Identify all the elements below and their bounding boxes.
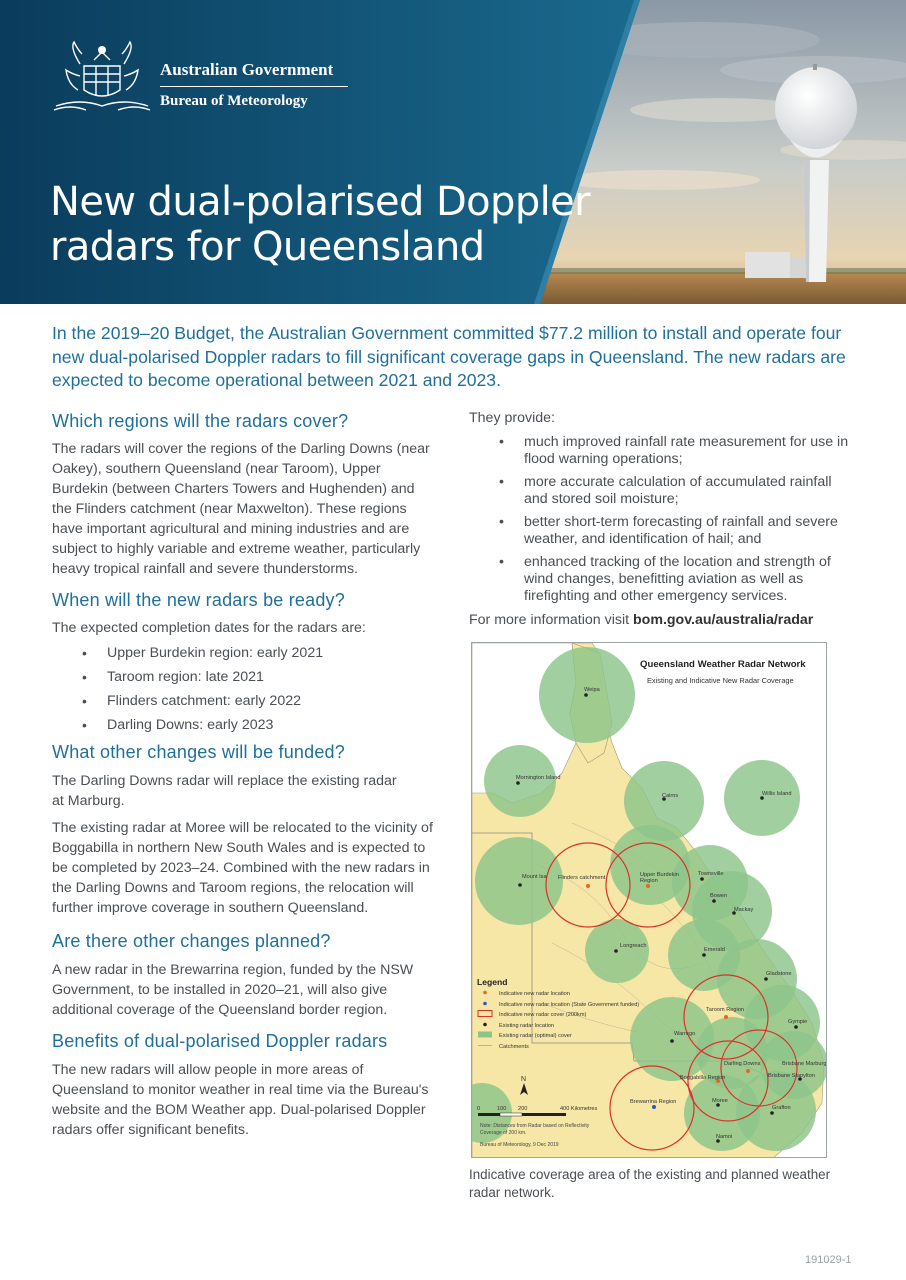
place-label: Gympie (788, 1019, 808, 1025)
list-item: • Darling Downs: early 2023 (82, 717, 274, 733)
place-label: Cairns (662, 793, 679, 799)
funded-heading: What other changes will be funded? (52, 742, 345, 762)
list-item: • better short-term forecasting of rainfall and severe weather, and identification of hail; and (499, 514, 838, 547)
benefits-body: The new radars will allow people in more areas of Queensland to monitor weather in real time via the Bureau's website and the BOM Weather app. Dual-polarised Doppler radars offer significant benefits. (52, 1062, 429, 1138)
intro-paragraph: In the 2019–20 Budget, the Australian Government committed $77.2 million to install and operate four new dual-polarised Doppler radars to fill significant coverage gaps in Queensland. The new radars are expected to become operational between 2021 and 2023. (52, 323, 846, 390)
orange-dot-icon (477, 989, 493, 996)
scale-label: 400 Kilometres (560, 1106, 598, 1112)
benefits-list (469, 434, 859, 605)
place-label: Mornington Island (516, 775, 561, 781)
place-label: Darling Downs (724, 1061, 761, 1067)
map-credit: Bureau of Meteorology, 9 Dec 2019 (480, 1142, 559, 1148)
title-line-2: radars for Queensland (50, 224, 485, 270)
place-label: Namoi (716, 1134, 733, 1140)
list-item: • enhanced tracking of the location and strength of wind changes, benefitting aviation as well as firefighting and other emergency services. (499, 554, 831, 604)
red-outline-icon (477, 1010, 493, 1017)
planned-heading: Are there other changes planned? (52, 931, 331, 951)
government-name: Australian Government (160, 60, 334, 79)
coat-of-arms-icon (50, 40, 154, 116)
header-banner (0, 0, 906, 304)
list-item: • Taroom region: late 2021 (82, 669, 264, 685)
place-label: Brewarrina Region (630, 1099, 677, 1105)
legend-item: Indicative new radar cover (200km) (477, 1010, 617, 1021)
list-item: • more accurate calculation of accumulated rainfall and stored soil moisture; (499, 474, 832, 507)
north-arrow-label: N (521, 1076, 527, 1083)
place-label: Grafton (772, 1105, 791, 1111)
place-label: Flinders catchment (558, 875, 606, 881)
radar-network-map (471, 642, 827, 1158)
place-label: Longreach (620, 943, 647, 949)
legend-title: Legend (477, 977, 508, 987)
blue-dot-icon (477, 1000, 493, 1007)
legend-item: Existing radar (optimal) cover (477, 1031, 617, 1042)
legend-item: Indicative new radar location (477, 989, 617, 1000)
provide-lead: They provide: (469, 410, 555, 426)
map-legend (477, 977, 640, 1052)
place-label: Bowen (710, 893, 728, 899)
place-label: Brisbane Stapylton (768, 1073, 815, 1079)
funded-paragraph-2: The existing radar at Moree will be relocated to the vicinity of Boggabilla in northern New South Wales and is expected to be completed by 2023–24. Combined with the new radars in the Darling Downs and Taroom regions, the relocation will further improve coverage in southern Queensland. (52, 820, 433, 916)
logo-divider (160, 86, 348, 87)
legend-item: Indicative new radar location (State Government funded) (477, 1000, 617, 1011)
place-label: Brisbane Marburg (782, 1061, 827, 1067)
place-label: Weipa (584, 687, 600, 693)
map-title: Queensland Weather Radar Network (640, 659, 806, 670)
scale-label: 100 (497, 1106, 507, 1112)
regions-body: The radars will cover the regions of the Darling Downs (near Oakey), southern Queensland (near Taroom), Upper Burdekin (between Charters Towers and Hughenden) and the Flinders catchment (near Maxwelton). These regions have important agricultural and mining industries and are subject to highly variable and extreme weather, particularly heavy tropical rainfall and severe thunderstorms. (52, 441, 430, 577)
ready-intro: The expected completion dates for the radars are: (52, 620, 366, 636)
green-swatch-icon (477, 1031, 493, 1038)
place-label: Mount Isa (522, 874, 547, 880)
more-info: For more information visit bom.gov.au/australia/radar (469, 612, 814, 628)
place-label: Boggabilla Region (680, 1075, 726, 1081)
list-item: • Upper Burdekin region: early 2021 (82, 645, 324, 661)
regions-heading: Which regions will the radars cover? (52, 411, 349, 431)
place-label: Moree (712, 1098, 728, 1104)
agency-name: Bureau of Meteorology (160, 93, 308, 109)
map-caption: Indicative coverage area of the existing and planned weather radar network. (469, 1167, 831, 1200)
planned-body: A new radar in the Brewarrina region, funded by the NSW Government, to be installed in 2020–21, will also give additional coverage of the Queensland border region. (52, 962, 414, 1018)
place-label: Upper Burdekin Region (640, 872, 679, 884)
list-item: • Flinders catchment: early 2022 (82, 693, 301, 709)
ready-heading: When will the new radars be ready? (52, 590, 345, 610)
scale-label: 200 (518, 1106, 528, 1112)
left-column (52, 408, 437, 1140)
legend-item: Existing radar location (477, 1021, 617, 1032)
legend-item: Catchments (477, 1042, 617, 1053)
scale-label: 0 (477, 1106, 481, 1112)
funded-paragraph-1: The Darling Downs radar will replace the existing radar at Marburg. (52, 773, 397, 809)
page-title (50, 180, 590, 270)
place-label: Willis Island (762, 791, 792, 797)
benefits-heading: Benefits of dual-polarised Doppler radars (52, 1031, 388, 1051)
completion-list (52, 641, 437, 737)
black-dot-icon (477, 1021, 493, 1028)
place-label: Taroom Region (706, 1007, 744, 1013)
place-label: Warrego (674, 1031, 696, 1037)
map-note: Note: Distances from Radar based on Reflectivity Coverage of 200 km. (480, 1123, 590, 1136)
title-line-1: New dual-polarised Doppler (50, 179, 590, 225)
document-number: 191029-1 (805, 1254, 852, 1266)
place-label: Townsville (698, 871, 724, 877)
government-logo (50, 40, 350, 118)
list-item: • much improved rainfall rate measurement for use in flood warning operations; (499, 434, 849, 467)
right-column (469, 408, 859, 628)
place-label: Emerald (704, 947, 725, 953)
place-label: Mackay (734, 907, 754, 913)
catchment-line-icon (477, 1042, 493, 1049)
map-subtitle: Existing and Indicative New Radar Coverage (647, 676, 794, 685)
place-label: Gladstone (766, 971, 792, 977)
radar-link[interactable]: bom.gov.au/australia/radar (633, 612, 814, 628)
